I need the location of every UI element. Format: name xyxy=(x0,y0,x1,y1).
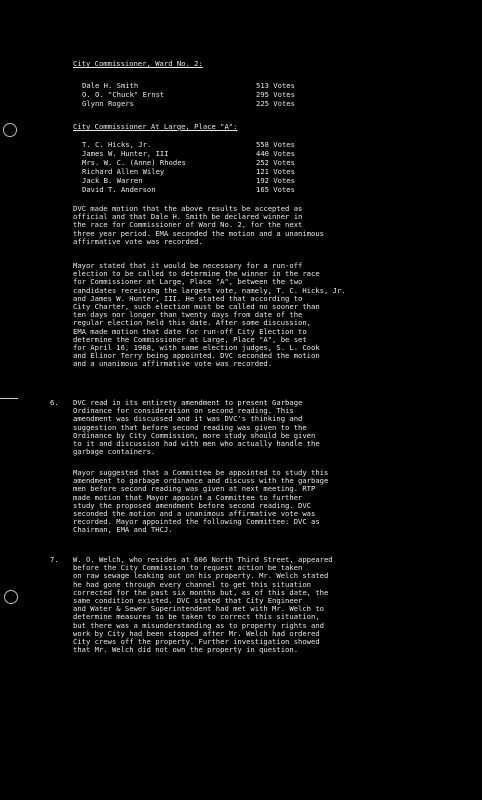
candidate-name: James W. Hunter, III xyxy=(82,149,169,158)
candidate-name: Jack B. Warren xyxy=(82,176,143,185)
candidate-name: Dale H. Smith xyxy=(82,81,139,90)
candidate-votes: 558 Votes xyxy=(256,140,295,149)
candidate-votes: 121 Votes xyxy=(256,167,295,176)
candidate-row xyxy=(82,177,295,185)
candidate-row xyxy=(82,100,295,108)
punch-hole-mark xyxy=(3,123,17,137)
candidate-row xyxy=(82,168,295,176)
candidate-name: T. C. Hicks, Jr. xyxy=(82,140,152,149)
candidate-row xyxy=(82,186,295,194)
candidate-votes: 295 Votes xyxy=(256,90,295,99)
motion-accept-paragraph: DVC made motion that the above results be accepted as official and that Dale H. Smith be declared winner in the race for Commissioner of Ward No. 2, for the next three year period. EMA seconded the motion and a unanimous affirmative vote was recorded. xyxy=(73,204,324,246)
candidate-votes: 440 Votes xyxy=(256,149,295,158)
candidate-name: Mrs. W. C. (Anne) Rhodes xyxy=(82,158,186,167)
candidate-votes: 252 Votes xyxy=(256,158,295,167)
candidate-name: David T. Anderson xyxy=(82,185,156,194)
garbage-ordinance-paragraph: DVC read in its entirety amendment to present Garbage Ordinance for consideration on second reading. This amendment was discussed and it was DVC's thinking and suggestion that before second reading was given to the Ordinance by City Commission, more study should be given to it and discussion had with men who actually handle the garbage containers. xyxy=(73,398,320,457)
ward-commissioner-heading: City Commissioner, Ward No. 2: xyxy=(73,59,203,68)
candidate-votes: 165 Votes xyxy=(256,185,295,194)
sewage-complaint-paragraph: W. O. Welch, who resides at 606 North Third Street, appeared before the City Commission to request action be taken on raw sewage leaking out on his property. Mr. Welch stated he had gone through every channel to get this situation corrected for the past six months but, as of this date, the same condition existed. DVC stated that City Engineer and Water & Sewer Superintendent had met with Mr. Welch to determine measures to be taken to correct this situation, but there was a misunderstanding as to property rights and work by City had been stopped after Mr. Welch had ordered City crews off the property. Further investigation showed that Mr. Welch did not own the property in question. xyxy=(73,555,333,655)
candidate-name: O. O. "Chuck" Ernst xyxy=(82,90,165,99)
candidate-row xyxy=(82,159,295,167)
candidate-row xyxy=(82,150,295,158)
punch-hole-mark xyxy=(4,590,18,604)
candidate-votes: 225 Votes xyxy=(256,99,295,108)
candidate-row xyxy=(82,82,295,90)
item-number: 6. xyxy=(50,398,59,407)
candidate-row xyxy=(82,91,295,99)
candidate-name: Richard Allen Wiley xyxy=(82,167,165,176)
candidate-votes: 513 Votes xyxy=(256,81,295,90)
candidate-row xyxy=(82,141,295,149)
committee-paragraph: Mayor suggested that a Committee be appointed to study this amendment to garbage ordinance and discuss with the garbage men before second reading was given at next meeting. RTP made motion that Mayor appoint a Committee to further study the proposed amendment before second reading. DVC seconded the motion and a unanimous affirmative vote was recorded. Mayor appointed the following Committee: DVC as Chairman, EMA and THCJ. xyxy=(73,468,329,535)
at-large-heading: City Commissioner At Large, Place "A": xyxy=(73,122,238,131)
margin-mark xyxy=(0,398,18,399)
candidate-votes: 192 Votes xyxy=(256,176,295,185)
runoff-election-paragraph: Mayor stated that it would be necessary for a run-off election to be called to determine the winner in the race for Commissioner at Large, Place "A", between the two candidates receiving the largest vote, namely, T. C. Hicks, Jr. and James W. Hunter, III. He stated that according to City Charter, such election must be called no sooner than ten days nor longer than twenty days from date of the regular election held this date. After some discussion, EMA made motion that date for run-off City Election to determine the Commissioner at Large, Place "A", be set for April 16, 1968, with same election judges, S. L. Cook and Elinor Terry being appointed. DVC seconded the motion and a unanimous affirmative vote was recorded. xyxy=(73,261,346,369)
item-number: 7. xyxy=(50,555,59,564)
candidate-name: Glynn Rogers xyxy=(82,99,134,108)
